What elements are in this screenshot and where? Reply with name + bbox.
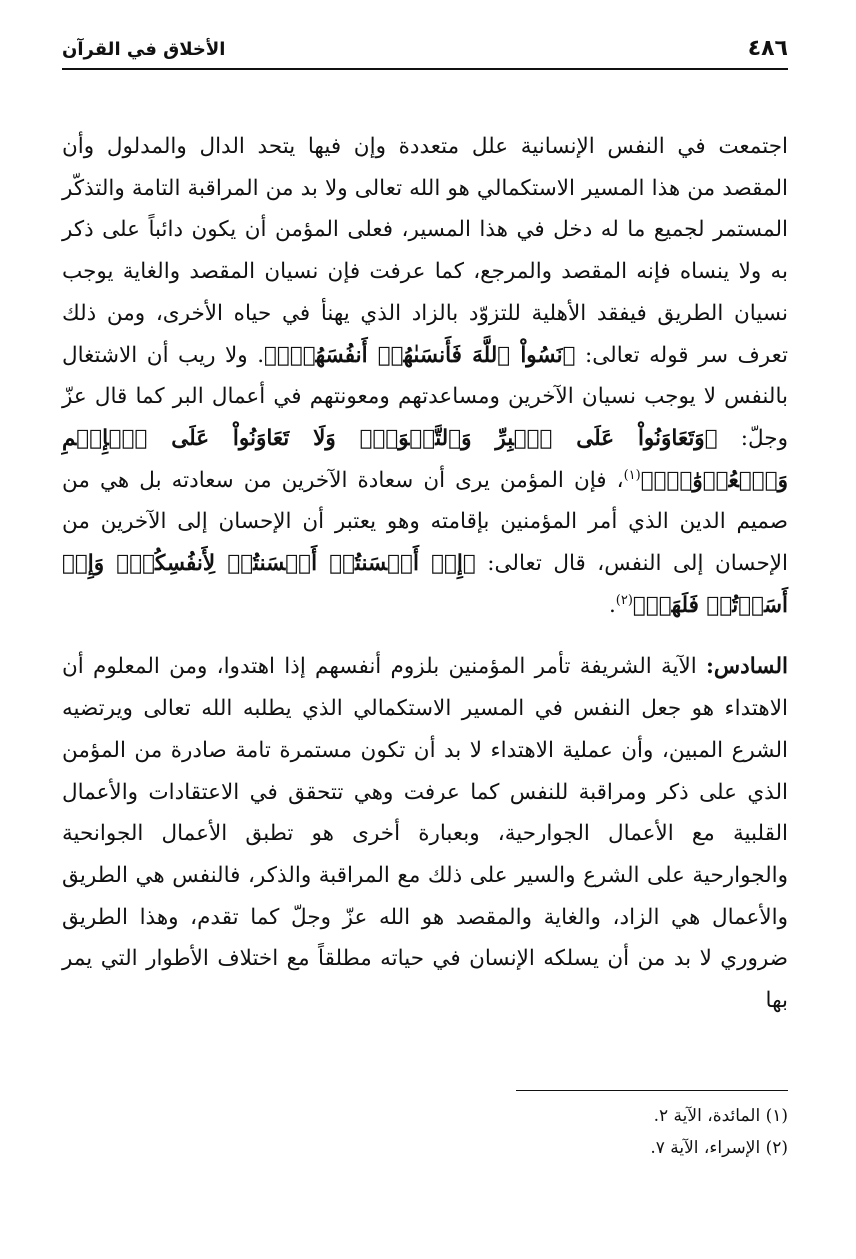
footnote-ref-1: (١) [623, 467, 641, 483]
paragraph-2-text: الآية الشريفة تأمر المؤمنين بلزوم أنفسهم إذا اهتدوا، ومن المعلوم أن الاهتداء هو جعل النفس في المسير الاستكمالي الذي يطلبه الله تعالى ويرتضيه الشرع المبين، وأن عملية الاهتداء لا بد أن تكون مستمرة تامة صادرة من المؤمن الذي على ذكر ومراقبة للنفس كما عرفت وهي تتحقق في الاعتقادات والأعمال القلبية مع الأعمال الجوارحية، وبعبارة أخرى هو تطبق الأعمال الجوانحية والجوارحية على الشرع والسير على ذلك مع المراقبة والذكر، فالنفس هي الطريق والأعمال هي الزاد، والغاية والمقصد هو الله عزّ وجلّ كما تقدم، وهذا الطريق ضروري لا بد من أن يسلكه الإنسان في حياته مطلقاً مع اختلاف الأطوار التي يمر بها [62, 654, 788, 1014]
paragraph-1-text-b: . ولا ريب أن الاشتغال بالنفس لا يوجب نسيان الآخرين ومساعدتهم ومعونتهم في أعمال البر كما قال عزّ وجلّ: [62, 342, 788, 451]
book-page [62, 34, 788, 1234]
paragraph-1-text-c: ، فإن المؤمن يرى أن سعادة الآخرين من سعادته بل هي من صميم الدين الذي أمر المؤمنين بإقامته وهو يعتبر أن الإحسان إلى الآخرين من الإحسان إلى النفس، قال تعالى: [62, 467, 788, 577]
paragraph-2-lead: السادس: [705, 654, 788, 680]
body-text [62, 126, 788, 1022]
paragraph-1 [62, 126, 788, 626]
quran-quote-1: ﴿نَسُواْ ٱللَّهَ فَأَنسَىٰهُمۡ أَنفُسَهُمۡۚ﴾ [264, 342, 576, 368]
paragraph-1-text-a: اجتمعت في النفس الإنسانية علل متعددة وإن فيها يتحد الدال والمدلول وأن المقصد من هذا المسير الاستكمالي هو الله تعالى ولا بد من المراقبة التامة والتذكّر المستمر لجميع ما له دخل في هذا المسير، فعلى المؤمن أن يكون دائباً على ذكر به ولا ينساه فإنه المقصد والمرجع، كما عرفت فإن نسيان المقصد والغاية يوجب نسيان الطريق فيفقد الأهلية للتزوّد بالزاد الذي يهنأ في حياه الأخرى، ومن ذلك تعرف سر قوله تعالى: [62, 134, 788, 368]
footnote-rule [516, 1090, 788, 1091]
footnote-1: (١) المائدة، الآية ٢. [653, 1106, 788, 1126]
quran-quote-2: ﴿وَتَعَاوَنُواْ عَلَى ٱلۡبِرِّ وَٱلتَّقۡوَىٰۖ وَلَا تَعَاوَنُواْ عَلَى ٱلۡإِثۡمِ وَٱلۡعُدۡوَٰنِۚ﴾ [62, 425, 788, 493]
quran-quote-3: ﴿إِنۡ أَحۡسَنتُمۡ أَحۡسَنتُمۡ لِأَنفُسِكُمۡۖ وَإِنۡ أَسَأۡتُمۡ فَلَهَاۚ﴾ [62, 551, 788, 618]
paragraph-1-text-d: . [608, 592, 616, 618]
footnotes [62, 1100, 788, 1164]
footnote-ref-2: (٢) [615, 592, 633, 608]
paragraph-2 [62, 646, 788, 1021]
header-rule [62, 68, 788, 70]
page-number: ٤٨٦ [747, 36, 788, 61]
running-title: الأخلاق في القرآن [62, 39, 226, 60]
page-header [62, 34, 788, 74]
footnote-2: (٢) الإسراء، الآية ٧. [650, 1138, 788, 1158]
